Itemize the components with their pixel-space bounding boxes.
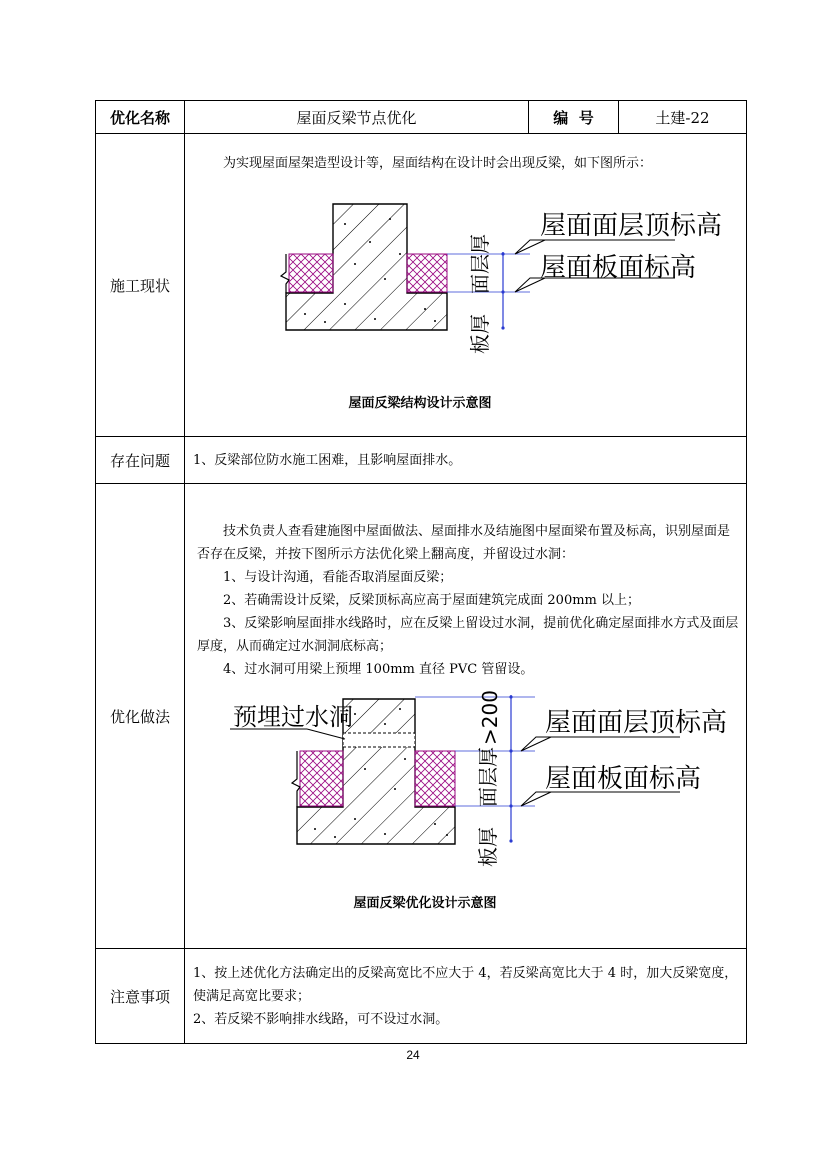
layer-thickness-label: 面层厚 [476,747,500,807]
note-line: 1、按上述优化方法确定出的反梁高宽比不应大于 4，若反梁高宽比大于 4 时，加大反梁宽度，使满足高宽比要求； [193,965,738,1004]
height-label: >200 [478,690,502,745]
method-paragraph: 1、与设计沟通，看能否取消屋面反梁； [223,570,453,585]
hole-label: 预埋过水洞 [233,703,353,731]
top-elevation-label: 屋面面层顶标高 [540,211,723,241]
method-label: 优化做法 [96,484,185,949]
slab-elevation-label: 屋面板面标高 [545,764,702,794]
notes-label: 注意事项 [96,949,185,1044]
optimized-structure-diagram [185,689,746,879]
number-label: 编 号 [529,101,619,134]
method-cell [185,484,747,949]
problem-text: 1、反梁部位防水施工困难，且影响屋面排水。 [193,452,462,468]
layer-thickness-label: 面层厚 [468,234,492,294]
name-value: 屋面反梁节点优化 [185,101,529,134]
status-cell [185,134,747,437]
note-line: 2、若反梁不影响排水线路，可不设过水洞。 [193,1011,449,1027]
top-elevation-label: 屋面面层顶标高 [545,708,728,738]
problem-label: 存在问题 [96,437,185,484]
method-paragraph: 2、若确需设计反梁，反梁顶标高应高于屋面建筑完成面 200mm 以上； [223,593,641,608]
name-label: 优化名称 [96,101,185,134]
status-caption: 屋面反梁结构设计示意图 [348,396,492,411]
slab-thickness-label: 板厚 [476,827,500,867]
status-intro: 为实现屋面屋架造型设计等，屋面结构在设计时会出现反梁，如下图所示： [223,156,653,171]
method-paragraph: 4、过水洞可用梁上预埋 100mm 直径 PVC 管留设。 [223,662,534,677]
method-caption: 屋面反梁优化设计示意图 [353,896,497,911]
number-value: 土建-22 [619,101,747,134]
slab-thickness-label: 板厚 [468,314,492,354]
status-label: 施工现状 [96,134,185,437]
method-paragraph: 3、反梁影响屋面排水线路时，应在反梁上留设过水洞，提前优化确定屋面排水方式及面层厚度，从而确定过水洞洞底标高； [197,616,739,654]
slab-elevation-label: 屋面板面标高 [540,253,697,283]
optimization-sheet [95,100,747,1044]
method-paragraph: 技术负责人查看建施图中屋面做法、屋面排水及结施图中屋面梁布置及标高，识别屋面是否存在反梁，并按下图所示方法优化梁上翻高度，并留设过水洞： [197,524,731,562]
page-number: 24 [406,1048,420,1062]
